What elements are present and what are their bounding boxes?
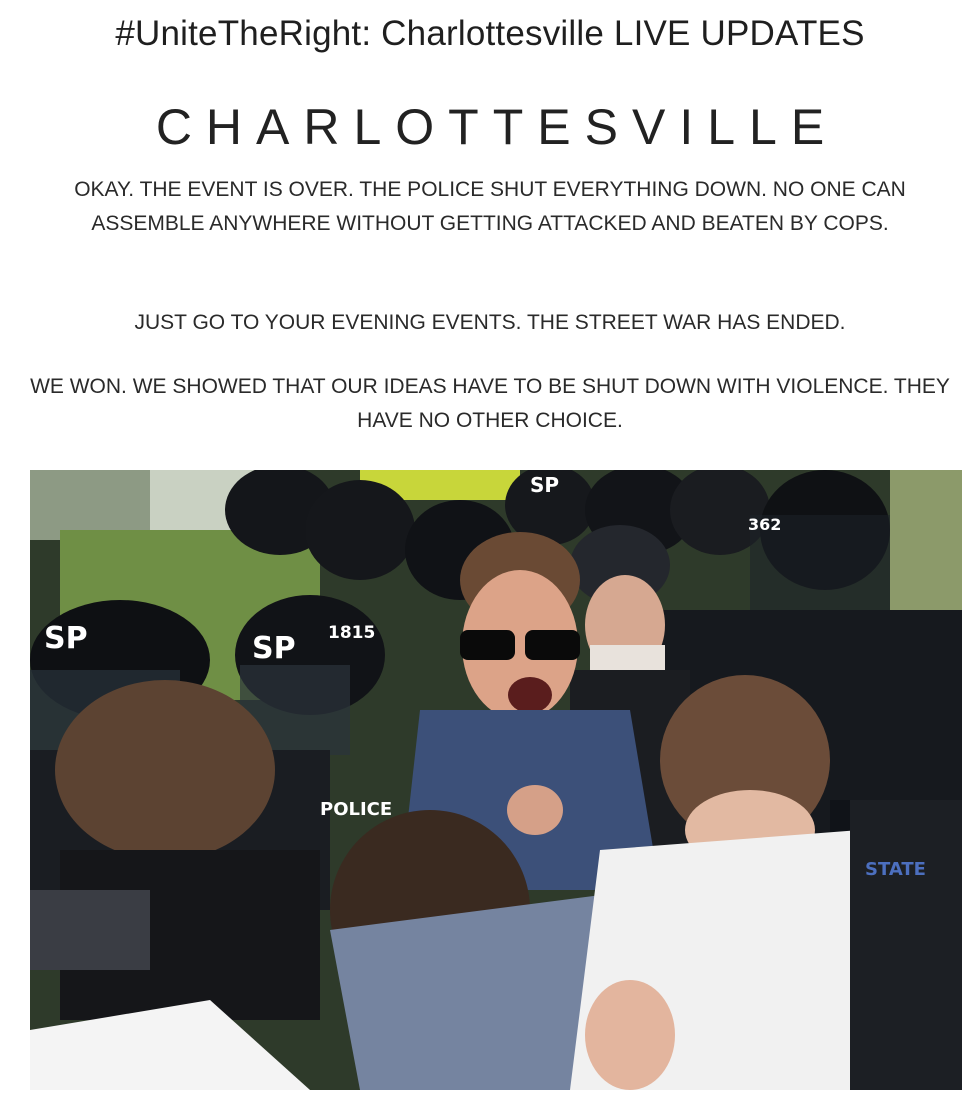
- update-paragraph-2: JUST GO TO YOUR EVENING EVENTS. THE STREET WAR HAS ENDED.: [134, 311, 846, 334]
- update-paragraph-1: OKAY. THE EVENT IS OVER. THE POLICE SHUT EVERYTHING DOWN. NO ONE CAN ASSEMBLE ANYWHERE WITHOUT GETTING ATTACKED AND BEATEN BY COPS.: [74, 178, 906, 235]
- sp-helmet-label-center: SP: [252, 631, 296, 666]
- police-vest-label: POLICE: [320, 799, 393, 820]
- state-shield-label: STATE: [865, 859, 926, 880]
- helmet-number-right: 362: [748, 515, 782, 534]
- news-photo: [30, 470, 962, 1090]
- update-paragraph-3: WE WON. WE SHOWED THAT OUR IDEAS HAVE TO BE SHUT DOWN WITH VIOLENCE. THEY HAVE NO OTHER CHOICE.: [30, 375, 950, 432]
- sp-helmet-label-top: SP: [530, 473, 560, 497]
- page-title: #UniteTheRight: Charlottesville LIVE UPDATES: [115, 14, 865, 53]
- photo-illustration: [30, 470, 962, 1090]
- post-heading: CHARLOTTESVILLE: [155, 99, 839, 155]
- sp-helmet-label-left: SP: [44, 621, 88, 656]
- helmet-number-center: 1815: [328, 623, 376, 643]
